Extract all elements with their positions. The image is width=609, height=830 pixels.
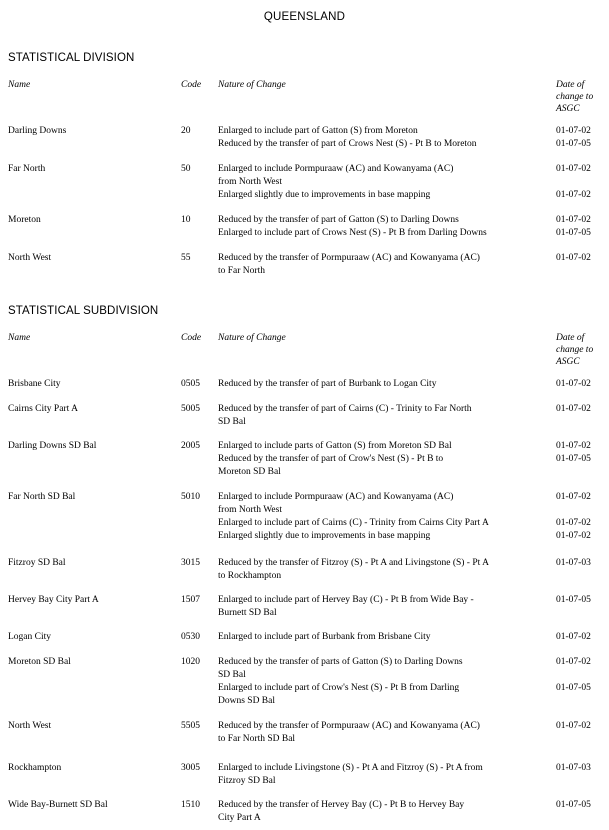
- row-name: Hervey Bay City Part A: [8, 595, 99, 605]
- row-name: Brisbane City: [8, 379, 61, 389]
- row-code: 5505: [181, 721, 200, 731]
- row-date: 01-07-02: [556, 492, 591, 502]
- row-date: 01-07-02: [556, 657, 591, 667]
- row-code: 50: [181, 164, 191, 174]
- change-line: Enlarged to include Pormpuraaw (AC) and Kowanyama (AC): [218, 164, 454, 174]
- row-date: 01-07-05: [556, 228, 591, 238]
- change-line: Enlarged to include Livingstone (S) - Pt A and Fitzroy (S) - Pt A from: [218, 763, 483, 773]
- row-name: Wide Bay-Burnett SD Bal: [8, 800, 108, 810]
- change-line: Enlarged to include part of Crows Nest (S) - Pt B from Darling Downs: [218, 228, 487, 238]
- change-line: Enlarged to include Pormpuraaw (AC) and Kowanyama (AC): [218, 492, 454, 502]
- row-code: 5005: [181, 404, 200, 414]
- row-name: Far North: [8, 164, 46, 174]
- change-line: Reduced by the transfer of Pormpuraaw (AC) and Kowanyama (AC): [218, 253, 480, 263]
- change-line: to Far North SD Bal: [218, 734, 296, 744]
- change-line: Enlarged to include part of Gatton (S) from Moreton: [218, 126, 418, 136]
- section-title: STATISTICAL DIVISION: [8, 52, 135, 64]
- change-line: Enlarged to include part of Crow's Nest (S) - Pt B from Darling: [218, 683, 460, 693]
- change-line: Downs SD Bal: [218, 696, 276, 706]
- row-name: North West: [8, 253, 52, 263]
- row-name: Moreton SD Bal: [8, 657, 71, 667]
- column-header-name: Name: [8, 333, 31, 343]
- row-code: 0530: [181, 632, 200, 642]
- row-date: 01-07-02: [556, 379, 591, 389]
- change-line: Enlarged to include part of Burbank from Brisbane City: [218, 632, 431, 642]
- change-line: to Far North: [218, 266, 265, 276]
- row-date: 01-07-02: [556, 215, 591, 225]
- change-line: Enlarged slightly due to improvements in base mapping: [218, 531, 431, 541]
- row-date: 01-07-02: [556, 632, 591, 642]
- row-date: 01-07-02: [556, 531, 591, 541]
- change-line: Reduced by the transfer of Pormpuraaw (AC) and Kowanyama (AC): [218, 721, 480, 731]
- change-line: Reduced by the transfer of part of Crows Nest (S) - Pt B to Moreton: [218, 139, 477, 149]
- row-code: 10: [181, 215, 191, 225]
- row-code: 5010: [181, 492, 200, 502]
- row-name: Moreton: [8, 215, 41, 225]
- change-line: Reduced by the transfer of part of Cairns (C) - Trinity to Far North: [218, 404, 472, 414]
- row-name: Darling Downs SD Bal: [8, 441, 97, 451]
- row-code: 1510: [181, 800, 200, 810]
- row-name: Rockhampton: [8, 763, 62, 773]
- row-date: 01-07-02: [556, 164, 591, 174]
- change-line: Reduced by the transfer of parts of Gatton (S) to Darling Downs: [218, 657, 463, 667]
- row-date: 01-07-05: [556, 139, 591, 149]
- row-code: 0505: [181, 379, 200, 389]
- row-code: 3015: [181, 558, 200, 568]
- row-code: 55: [181, 253, 191, 263]
- row-name: Far North SD Bal: [8, 492, 76, 502]
- change-line: Reduced by the transfer of Hervey Bay (C) - Pt B to Hervey Bay: [218, 800, 465, 810]
- column-header-code: Code: [181, 80, 202, 90]
- section-title: STATISTICAL SUBDIVISION: [8, 305, 159, 317]
- page-title: QUEENSLAND: [263, 11, 346, 23]
- row-date: 01-07-05: [556, 800, 591, 810]
- row-name: Logan City: [8, 632, 52, 642]
- change-line: Moreton SD Bal: [218, 467, 281, 477]
- change-line: Burnett SD Bal: [218, 608, 277, 618]
- row-date: 01-07-02: [556, 441, 591, 451]
- change-line: Fitzroy SD Bal: [218, 776, 276, 786]
- change-line: Enlarged slightly due to improvements in base mapping: [218, 190, 431, 200]
- change-line: to Rockhampton: [218, 571, 282, 581]
- column-header-change: Nature of Change: [218, 80, 286, 90]
- change-line: SD Bal: [218, 670, 246, 680]
- row-date: 01-07-05: [556, 595, 591, 605]
- row-name: Fitzroy SD Bal: [8, 558, 66, 568]
- change-line: Enlarged to include parts of Gatton (S) from Moreton SD Bal: [218, 441, 452, 451]
- column-header-name: Name: [8, 80, 31, 90]
- change-line: Reduced by the transfer of part of Crow's Nest (S) - Pt B to: [218, 454, 444, 464]
- change-line: Enlarged to include part of Cairns (C) - Trinity from Cairns City Part A: [218, 518, 489, 528]
- row-date: 01-07-05: [556, 683, 591, 693]
- change-line: Enlarged to include part of Hervey Bay (C) - Pt B from Wide Bay -: [218, 595, 474, 605]
- row-date: 01-07-03: [556, 763, 591, 773]
- change-line: Reduced by the transfer of part of Burbank to Logan City: [218, 379, 437, 389]
- column-header-change: Nature of Change: [218, 333, 286, 343]
- row-date: 01-07-03: [556, 558, 591, 568]
- column-header-code: Code: [181, 333, 202, 343]
- column-header-date: Date of change to ASGC: [556, 80, 594, 114]
- row-name: North West: [8, 721, 52, 731]
- row-date: 01-07-05: [556, 454, 591, 464]
- row-date: 01-07-02: [556, 190, 591, 200]
- row-date: 01-07-02: [556, 253, 591, 263]
- row-code: 1507: [181, 595, 200, 605]
- row-date: 01-07-02: [556, 126, 591, 136]
- row-date: 01-07-02: [556, 721, 591, 731]
- change-line: SD Bal: [218, 417, 246, 427]
- row-code: 20: [181, 126, 191, 136]
- row-date: 01-07-02: [556, 518, 591, 528]
- change-line: Reduced by the transfer of Fitzroy (S) - Pt A and Livingstone (S) - Pt A: [218, 558, 489, 568]
- row-name: Darling Downs: [8, 126, 67, 136]
- column-header-date: Date of change to ASGC: [556, 333, 594, 367]
- row-code: 2005: [181, 441, 200, 451]
- change-line: from North West: [218, 505, 282, 515]
- row-name: Cairns City Part A: [8, 404, 78, 414]
- row-code: 1020: [181, 657, 200, 667]
- change-line: City Part A: [218, 813, 261, 823]
- change-line: from North West: [218, 177, 282, 187]
- row-code: 3005: [181, 763, 200, 773]
- change-line: Reduced by the transfer of part of Gatton (S) to Darling Downs: [218, 215, 459, 225]
- row-date: 01-07-02: [556, 404, 591, 414]
